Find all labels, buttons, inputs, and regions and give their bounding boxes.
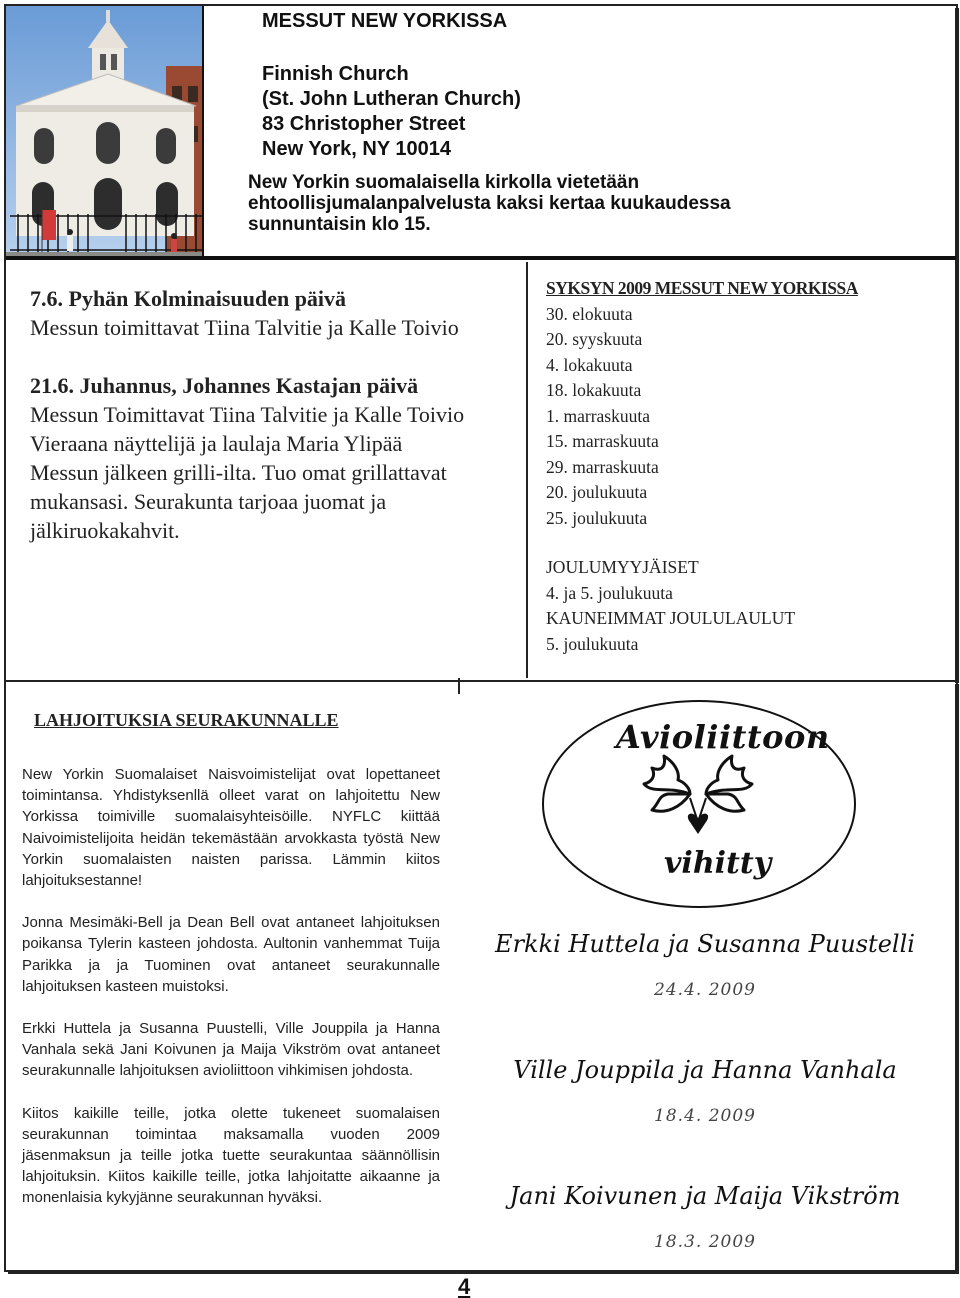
description-line: ehtoollisjumalanpalvelusta kaksi kertaa kuukaudessa (248, 193, 731, 214)
schedule-extra: 4. ja 5. joulukuuta (546, 582, 673, 603)
marriage-subtitle: vihitty (664, 846, 772, 881)
schedule-title: SYKSYN 2009 MESSUT NEW YORKISSA (546, 278, 858, 298)
event-text: Messun Toimittavat Tiina Talvitie ja Kalle Toivio (30, 402, 465, 427)
event-title: 21.6. Juhannus, Johannes Kastajan päivä (30, 373, 419, 398)
column-divider (526, 262, 528, 678)
event-text: Vieraana näyttelijä ja laulaja Maria Ylipää (30, 431, 403, 456)
schedule-date: 18. lokakuuta (546, 380, 642, 400)
church-address (262, 62, 521, 162)
frame-shadow (955, 8, 959, 683)
marriage-title: Avioliittoon (616, 718, 830, 756)
event-text: mukansasi. Seurakunta tarjoaa juomat ja (30, 489, 387, 514)
photo-border (202, 6, 204, 258)
donations-title: LAHJOITUKSIA SEURAKUNNALLE (34, 710, 339, 730)
church-name-alt: (St. John Lutheran Church) (262, 88, 521, 110)
page-number: 4 (458, 1274, 471, 1298)
church-description (248, 172, 848, 235)
donation-paragraph: New Yorkin Suomalaiset Naisvoimistelijat ovat lopettaneet toimintansa. Yhdistyksenllä olleet varat on lahjoitettu New Yorkissa toimiville suomalaisyhteisöille. NYFLC kiittää Naivoimistelijoita heidän tekemästään arvokkasta työstä New Yorkin suomalaisten naisten parissa. Lämmin kiitos lahjoituksestanne! (22, 766, 440, 890)
couple-names: Erkki Huttela ja Susanna Puustelli (495, 930, 915, 958)
schedule-date: 29. marraskuuta (546, 456, 659, 477)
schedule-date: 25. joulukuuta (546, 507, 648, 528)
couple-names: Jani Koivunen ja Maija Vikström (509, 1182, 901, 1210)
description-line: New Yorkin suomalaisella kirkolla vietetään (248, 172, 640, 193)
schedule-date: 1. marraskuuta (546, 405, 650, 426)
events-section (30, 284, 510, 545)
event-title: 7.6. Pyhän Kolminaisuuden päivä (30, 286, 347, 311)
church-city: New York, NY 10014 (262, 138, 452, 160)
church-street: 83 Christopher Street (262, 113, 466, 135)
header-title: MESSUT NEW YORKISSA (262, 10, 508, 32)
description-line: sunnuntaisin klo 15. (248, 214, 431, 235)
schedule-extra: 5. joulukuuta (546, 633, 639, 654)
couple-names: Ville Jouppila ja Hanna Vanhala (513, 1056, 897, 1084)
church-photo (6, 6, 202, 258)
schedule-extra: KAUNEIMMAT JOULULAULUT (546, 608, 796, 628)
schedule-date: 4. lokakuuta (546, 354, 633, 375)
donation-paragraph: Kiitos kaikille teille, jotka olette tukeneet suomalaisen seurakunnan toimintaa maksamalla vuoden 2009 jäsenmaksun ja teille jotka tuette seurakuntaa säännöllisin lahjoituksin. Kiitos kaikille teille, jotka lahjoitatte aikaanne ja monenlaisia kykyjänne seurakunnan hyväksi. (22, 1104, 440, 1207)
schedule-date: 30. elokuuta (546, 303, 633, 324)
schedule-date: 15. marraskuuta (546, 431, 659, 451)
donations-text (22, 764, 440, 1230)
event-text: Messun jälkeen grilli-ilta. Tuo omat grillattavat (30, 460, 447, 485)
doves-icon (644, 756, 752, 811)
donation-paragraph: Jonna Mesimäki-Bell ja Dean Bell ovat antaneet lahjoituksen poikansa Tylerin kasteen johdosta. Aultonin vanhemmat Tuija Parikka ja ja Tuominen ovat antaneet seurakunnalle lahjoituksen kasteen muistoksi. (22, 914, 440, 995)
schedule-date: 20. syyskuuta (546, 329, 643, 349)
wedding-date: 18.4. 2009 (654, 1106, 756, 1126)
event-text: Messun toimittavat Tiina Talvitie ja Kalle Toivio (30, 315, 459, 340)
wedding-date: 18.3. 2009 (654, 1232, 756, 1252)
schedule-extra: JOULUMYYJÄISET (546, 557, 699, 577)
church-name: Finnish Church (262, 63, 409, 85)
schedule-date: 20. joulukuuta (546, 482, 648, 502)
heart-icon (688, 814, 708, 834)
donation-paragraph: Erkki Huttela ja Susanna Puustelli, Ville Jouppila ja Hanna Vanhala sekä Jani Koivunen ja Maija Vikström ovat antaneet seurakunnalle lahjoituksen avioliittoon vihkimisen johdosta. (22, 1020, 440, 1080)
schedule-section (546, 276, 946, 657)
marriage-section (460, 690, 950, 1250)
wedding-date: 24.4. 2009 (654, 980, 756, 1000)
header-divider (6, 256, 956, 260)
frame-shadow (955, 684, 959, 1274)
frame-shadow (8, 1270, 959, 1274)
event-text: jälkiruokakahvit. (30, 518, 180, 543)
